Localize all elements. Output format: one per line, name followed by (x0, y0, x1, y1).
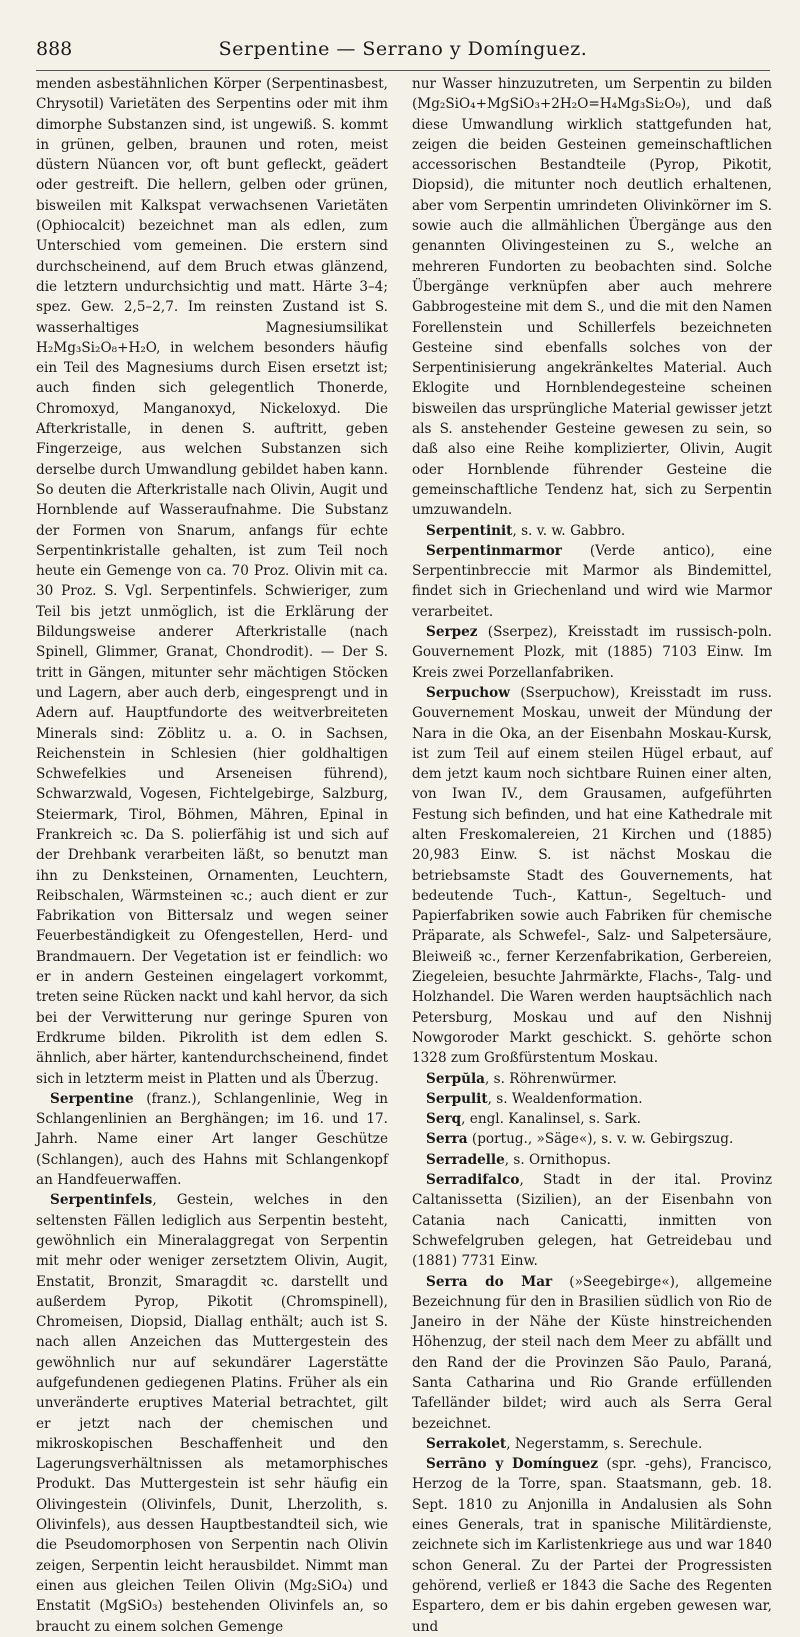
entry-serpez (412, 622, 772, 683)
headword: Serradifalco (426, 1172, 520, 1189)
left-column (36, 74, 388, 1635)
entry-serpentinit (412, 521, 772, 541)
page-number: 888 (36, 38, 73, 60)
headword: Serradelle (426, 1151, 505, 1168)
headword: Serpez (426, 624, 478, 641)
entry-serpula (412, 1069, 772, 1089)
entry-body: , s. Röhrenwürmer. (485, 1070, 617, 1087)
entry-body: (»Seegebirge«), allgemeine Bezeichnung für den in Brasilien südlich von Rio de Janeiro in der Nähe der Küste hinstreichenden Höhenzug, der steil nach dem Meer zu abfällt und den Rand der die Provinzen São Paulo, Paraná, Santa Catharina und Rio Grande erfüllenden Tafelländer bildet; wird auch als Serra Geral bezeichnet. (412, 1273, 772, 1432)
entry-body: (Sserpuchow), Kreisstadt im russ. Gouvernement Moskau, unweit der Mündung der Nara in die Oka, an der Eisenbahn Moskau-Kursk, ist zum Teil auf einem steilen Hügel erbaut, auf dem jetzt kaum noch sichtbare Ruinen einer alten, von Iwan IV., dem Grausamen, aufgeführten Festung sich befinden, und hat eine Kathedrale mit alten Freskomalereien, 21 Kirchen und (1885) 20,983 Einw. S. ist nächst Moskau die betriebsamste Stadt des Gouvernements, hat bedeutende Tuch-, Kattun-, Segeltuch- und Papierfabriken sowie auch Fabriken für chemische Präparate, als Schwefel-, Salz- und Salpetersäure, Bleiweiß ꝛc., ferner Kerzenfabrikation, Gerbereien, Ziegeleien, besuchte Jahrmärkte, Flachs-, Talg- und Holzhandel. Die Waren werden hauptsächlich nach Petersburg, Moskau und auf den Nishnij Nowgoroder Markt geschickt. S. gehörte schon 1328 zum Großfürstentum Moskau. (412, 684, 772, 1067)
entry-body: (Sserpez), Kreisstadt im russisch-poln. Gouvernement Plozk, mit (1885) 7103 Einw. Im Kreis zwei Porzellanfabriken. (412, 624, 772, 681)
entry-serradelle (412, 1150, 772, 1170)
headword: Serpŭla (426, 1070, 485, 1087)
entry-serpuchow (412, 683, 772, 1069)
entry-body: , s. Ornithopus. (504, 1151, 611, 1168)
entry-serradifalco (412, 1170, 772, 1271)
entry-serq (412, 1109, 772, 1129)
entry-body: , Gestein, welches in den seltensten Fällen lediglich aus Serpentin besteht, gewöhnlich ein Mineralaggregat von Serpentin mit mehr oder weniger zersetztem Olivin, Augit, Enstatit, Bronzit, Smaragdit ꝛc. darstellt und außerdem Pyrop, Pikotit (Chromspinell), Chromeisen, Diopsid, Diallag enthält; auch ist S. nach allen Anzeichen das Muttergestein des gewöhnlich nur auf sekundärer Lagerstätte aufgefundenen gediegenen Platins. Früher als ein unveränderte eruptives Material betrachtet, gilt er jetzt nach der chemischen und mikroskopischen Beschaffenheit und den Lagerungsverhältnissen als metamorphisches Produkt. Das Muttergestein ist sehr häufig ein Olivingestein (Olivinfels, Dunit, Lherzolith, s. Olivinfels), aus dessen Hauptbestandteil sich, wie die Pseudomorphosen von Serpentin nach Olivin zeigen, Serpentin leicht herausbildet. Nimmt man einen aus gleichen Teilen Olivin (Mg₂SiO₄) und Enstatit (MgSiO₃) bestehenden Olivinfels an, so braucht zu einem solchen Gemenge (36, 1192, 388, 1635)
headword: Serra do Mar (426, 1273, 553, 1290)
entry-serrano (412, 1454, 772, 1637)
entry-serra (412, 1129, 772, 1149)
entry-body: , Stadt in der ital. Provinz Caltanissetta (Sizilien), an der Eisenbahn von Catania nach Canicatti, inmitten von Schwefelgruben gelegen, hat Getreidebau und (1881) 7731 Einw. (412, 1172, 772, 1270)
headword: Serrakolet (426, 1435, 507, 1452)
entry-serpentinmarmor (412, 541, 772, 622)
entry-body: (portug., »Säge«), s. v. w. Gebirgszug. (467, 1131, 734, 1148)
entry-text (412, 74, 772, 521)
headword: Serq (426, 1111, 462, 1128)
entry-body: menden asbestähnlichen Körper (Serpentinasbest, Chrysotil) Varietäten des Serpentins oder mit ihm dimorphe Substanzen sind, ist ungewiß. S. kommt in grünen, gelben, braunen und roten, meist düstern Nüancen vor, oft bunt gefleckt, geädert oder gestreift. Die hellern, gelben oder grünen, bisweilen mit Kalkspat verwachsenen Varietäten (Ophiocalcit) bezeichnet man als edlen, zum Unterschied vom gemeinen. Die erstern sind durchscheinend, auf dem Bruch etwas glänzend, die letztern undurchsichtig und matt. Härte 3–4; spez. Gew. 2,5–2,7. Im reinsten Zustand ist S. wasserhaltiges Magnesiumsilikat H₂Mg₃Si₂O₈+H₂O, in welchem besonders häufig ein Teil des Magnesiums durch Eisen ersetzt ist; auch finden sich gelegentlich Thonerde, Chromoxyd, Manganoxyd, Nickeloxyd. Die Afterkristalle, in denen S. auftritt, geben Fingerzeige, aus welchen Substanzen sich derselbe durch Umwandlung gebildet haben kann. So deuten die Afterkristalle nach Olivin, Augit und Hornblende auf Wasseraufnahme. Die Substanz der Formen von Snarum, anfangs für echte Serpentinkristalle gehalten, ist zum Teil noch heute ein Gemenge von ca. 70 Proz. Olivin mit ca. 30 Proz. S. Vgl. Serpentinfels. Schwieriger, zum Teil bis jetzt unmöglich, ist die Erklärung der Bildungsweise anderer Afterkristalle (nach Spinell, Glimmer, Granat, Chondrodit). — Der S. tritt in Gängen, mitunter sehr mächtigen Stöcken und Lagern, aber auch derb, eingesprengt und in Adern auf. Hauptfundorte des weitverbreiteten Minerals sind: Zöblitz u. a. O. in Sachsen, Reichenstein in Schlesien (hier goldhaltigen Schwefelkies und Arseneisen führend), Schwarzwald, Vogesen, Fichtelgebirge, Salzburg, Steiermark, Tirol, Böhmen, Mähren, Epinal in Frankreich ꝛc. Da S. polierfähig ist und sich auf der Drehbank verarbeiten läßt, so benutzt man ihn zu Denksteinen, Ornamenten, Leuchtern, Reibschalen, Wärmsteinen ꝛc.; auch dient er zur Fabrikation von Bittersalz und wegen seiner Feuerbeständigkeit zu Ofengestellen, Herd- und Brandmauern. Der Vegetation ist er feindlich: wo er in andern Gesteinen eingelagert vorkommt, treten seine Rücken nackt und kahl hervor, da sich bei der Verwitterung nur geringe Spuren von Erdkrume bilden. Pikrolith ist dem edlen S. ähnlich, aber härter, kantendurchscheinend, findet sich in letzterm meist in Platten und als Überzug. (36, 76, 388, 1087)
entry-body: , engl. Kanalinsel, s. Sark. (461, 1111, 641, 1128)
entry-body: nur Wasser hinzuzutreten, um Serpentin zu bilden (Mg₂SiO₄+MgSiO₃+2H₂O=H₄Mg₃Si₂O₉), und daß diese Umwandlung wirklich stattgefunden hat, zeigen die beiden Gesteinen gemeinschaftlichen accessorischen Bestandteile (Pyrop, Pikotit, Diopsid), die mitunter noch deutlich erhaltenen, aber vom Serpentin umrindeten Olivinkörner im S. sowie auch die allmählichen Übergänge aus den genannten Olivingesteinen zu S., welche an mehreren Fundorten zu beobachten sind. Solche Übergänge verknüpfen aber auch mehrere Gabbrogesteine mit dem S., und die mit den Namen Forellenstein und Schillerfels bezeichneten Gesteine sind ebenfalls solches von der Serpentinisierung angekränkeltes Material. Auch Eklogite und Hornblendegesteine scheinen bisweilen das ursprüngliche Material gewisser jetzt als S. anstehender Gesteine gewesen zu sein, so daß also eine Reihe komplizierter, Olivin, Augit oder Hornblende führender Gesteine die gemeinschaftliche Tendenz hat, sich zu Serpentin umzuwandeln. (412, 76, 772, 519)
entry-body: (spr. -gehs), Francisco, Herzog de la Torre, span. Staatsmann, geb. 18. Sept. 1810 zu Anjonilla in Andalusien als Sohn eines Generals, trat in spanische Militärdienste, zeichnete sich im Karlistenkriege aus und war 1840 schon General. Zu der Partei der Progressisten gehörend, verließ er 1843 die Sache des Regenten Espartero, dem er bis dahin ergeben gewesen war, und (412, 1456, 772, 1635)
headword: Serpentinmarmor (426, 542, 562, 559)
entry-body: (franz.), Schlangenlinie, Weg in Schlangenlinien an Berghängen; im 16. und 17. Jahrh. Name einer Art langer Geschütze (Schlangen), auch des Hahns mit Schlangenkopf an Handfeuerwaffen. (36, 1090, 388, 1189)
entry-body: , s. Wealdenformation. (487, 1090, 643, 1107)
entry-serpulit (412, 1089, 772, 1109)
headword: Serpentinit (426, 522, 513, 539)
headword: Serpentinfels (50, 1192, 153, 1209)
entry-serra-do-mar (412, 1272, 772, 1434)
right-column (412, 74, 772, 1635)
running-title: Serpentine — Serrano y Domínguez. (218, 38, 588, 60)
headword: Serra (426, 1131, 468, 1148)
headword: Serpulit (426, 1090, 488, 1107)
header-rule (36, 70, 770, 71)
headword: Serpuchow (426, 684, 510, 701)
page-header (36, 38, 770, 70)
headword: Serrāno y Domínguez (426, 1456, 599, 1473)
entry-body: , Negerstamm, s. Serechule. (506, 1435, 703, 1452)
entry-serrakolet (412, 1434, 772, 1454)
entry-body: (Verde antico), eine Serpentinbreccie mit Marmor als Bindemittel, findet sich in Griechenland und wird wie Marmor verarbeitet. (412, 542, 772, 620)
entry-serpentine (36, 1089, 388, 1190)
entry-text (36, 74, 388, 1089)
headword: Serpentine (50, 1090, 134, 1107)
entry-serpentinfels (36, 1190, 388, 1637)
entry-body: , s. v. w. Gabbro. (512, 522, 626, 539)
